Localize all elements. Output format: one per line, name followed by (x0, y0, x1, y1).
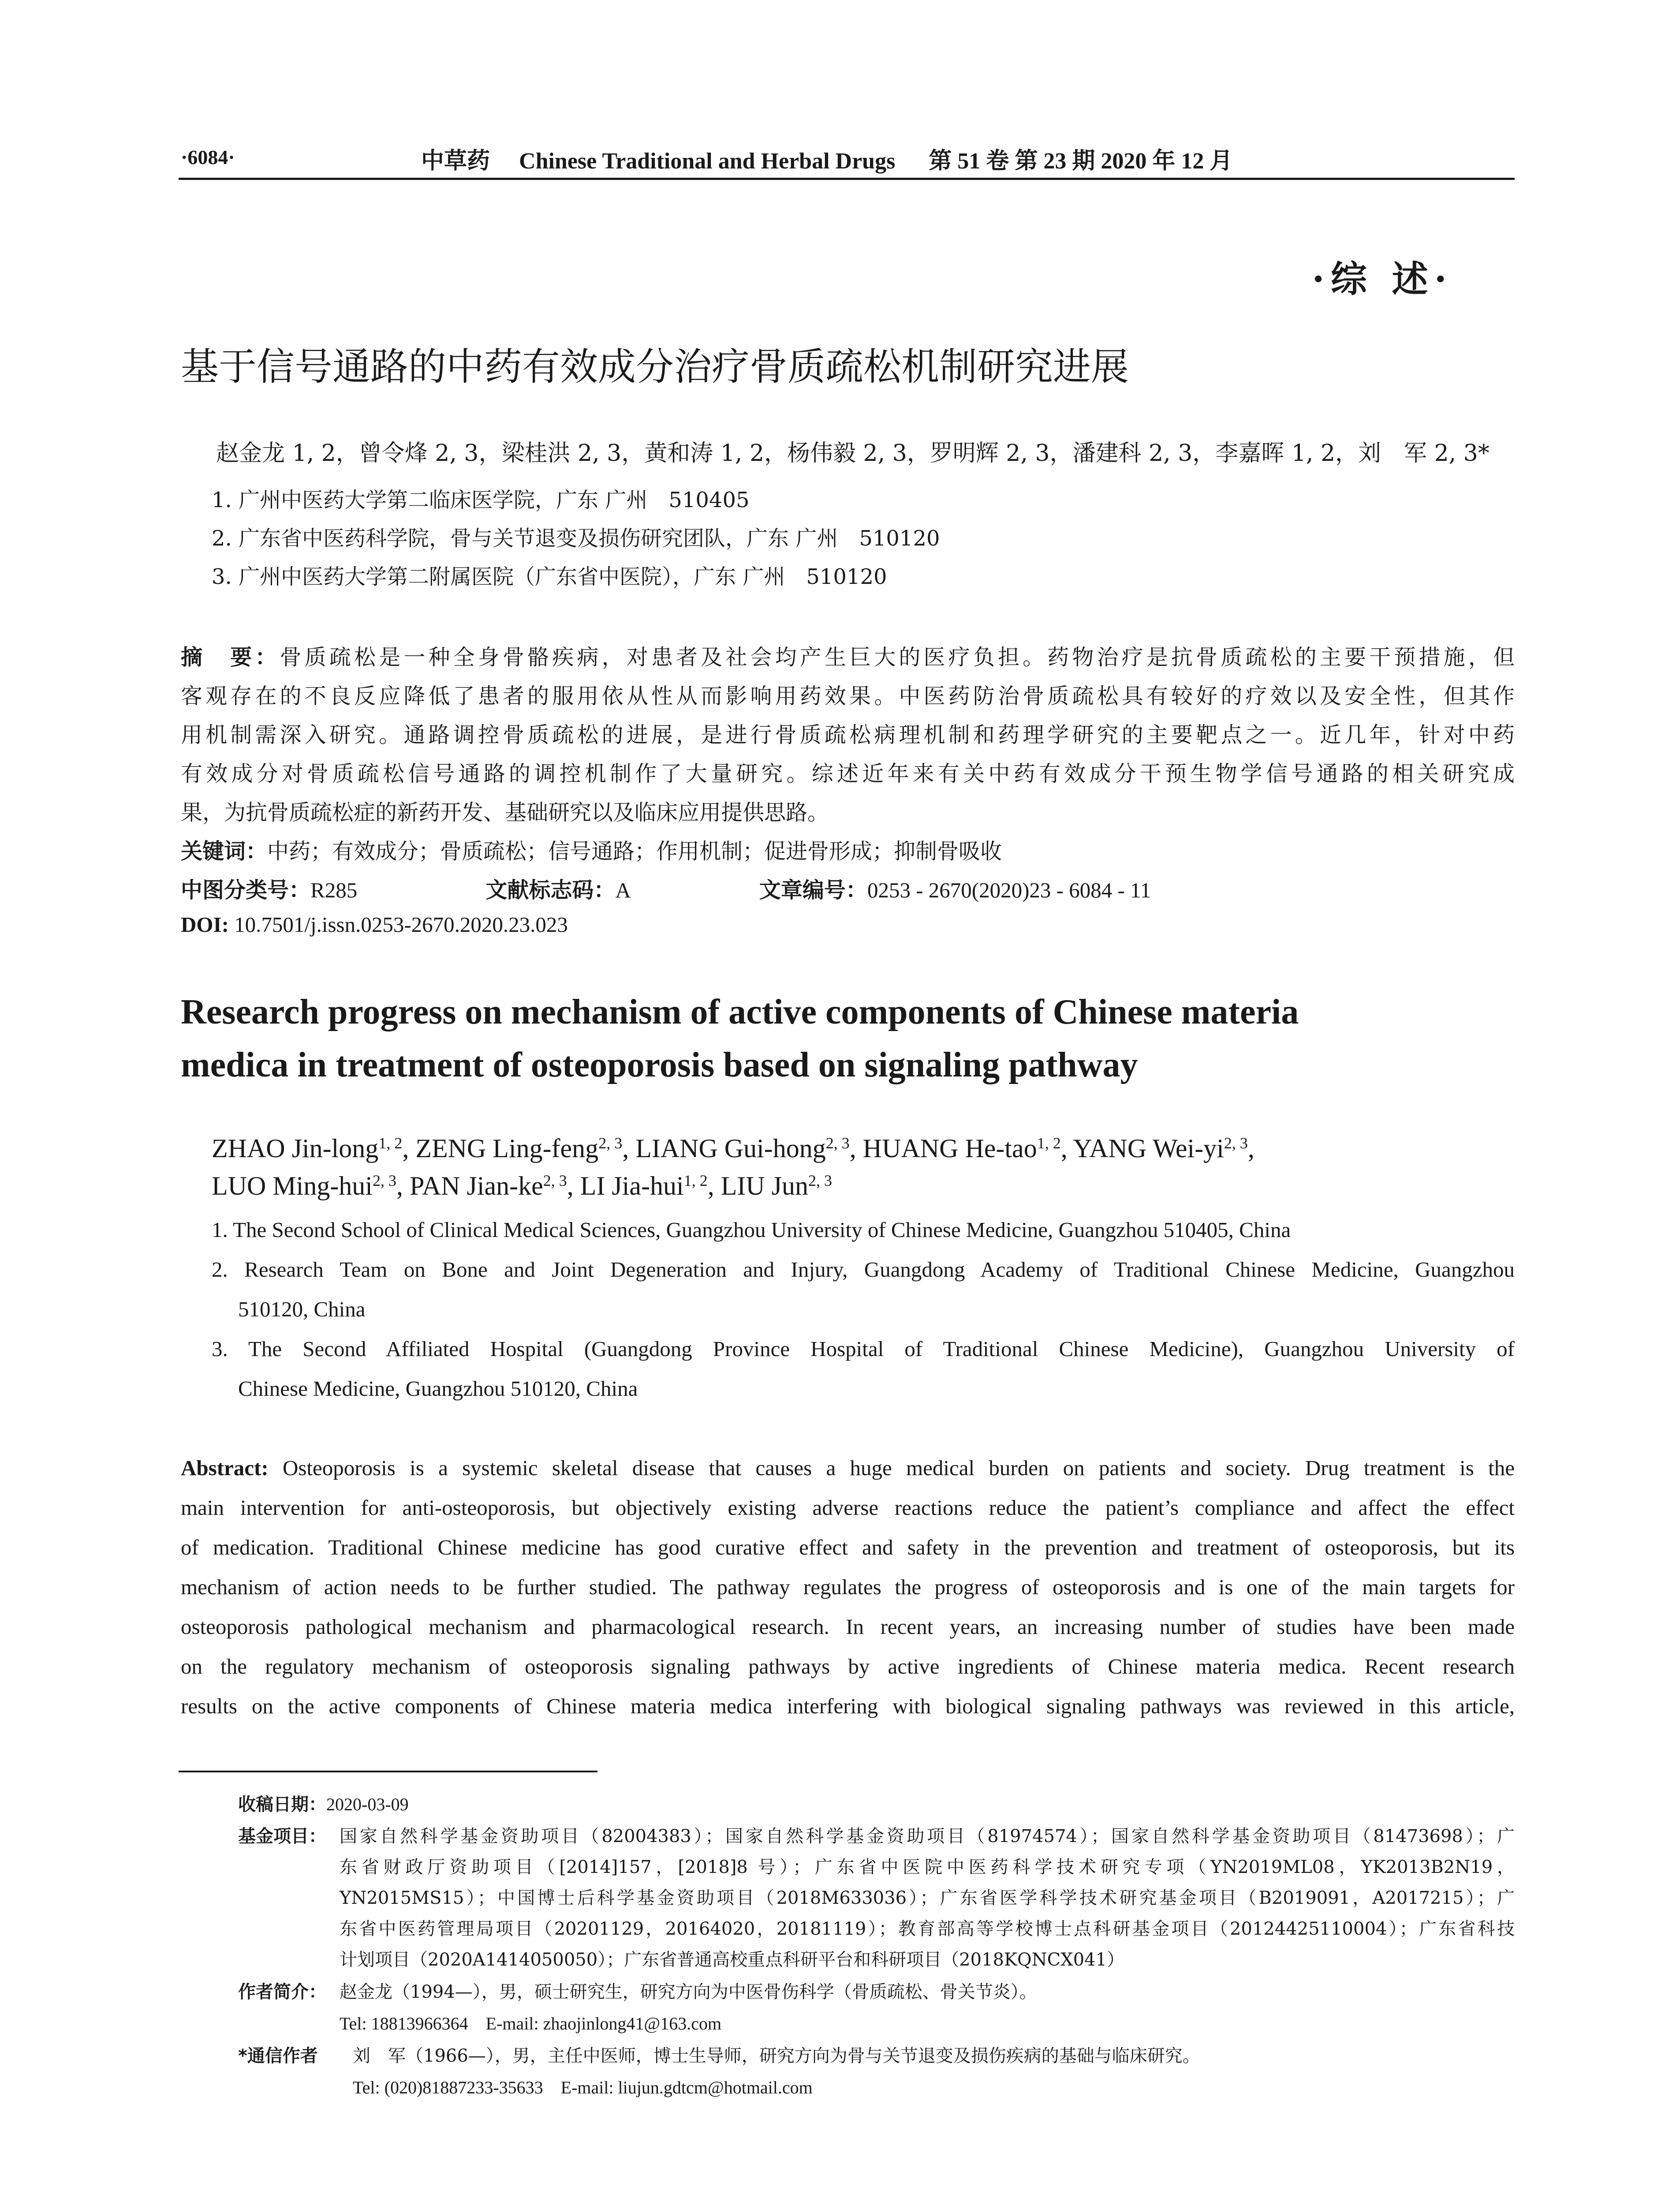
abstract-cn-label: 摘 要： (181, 645, 280, 670)
affiliation-cn-1: 1. 广州中医药大学第二临床医学院，广东 广州 510405 (212, 488, 750, 512)
doi-value: 10.7501/j.issn.0253-2670.2020.23.023 (234, 912, 568, 937)
abstract-en-line-3: of medication. Traditional Chinese medicine has good curative effect and safety in the prevention and treatment of osteoporosis, but its (181, 1535, 1515, 1559)
fund-line-3: YN2015MS15）；中国博士后科学基金资助项目（2018M633036）；广东省医学科学技术研究基金项目（B2019091，A2017215）；广 (340, 1888, 1515, 1908)
title-cn: 基于信号通路的中药有效成分治疗骨质疏松机制研究进展 (181, 345, 1129, 389)
affiliation-cn-3: 3. 广州中医药大学第二附属医院（广东省中医院），广东 广州 510120 (212, 564, 887, 589)
clc-label: 中图分类号： (181, 878, 311, 903)
affiliation-en-1: 1. The Second School of Clinical Medical Sciences, Guangzhou University of Chinese Medicine, Guangzhou 510405, China (212, 1218, 1291, 1242)
fund-line-1: 国家自然科学基金资助项目（82004383）；国家自然科学基金资助项目（81974574）；国家自然科学基金资助项目（81473698）；广 (340, 1826, 1515, 1846)
abstract-cn-line-1: 摘 要：骨质疏松是一种全身骨骼疾病，对患者及社会均产生巨大的医疗负担。药物治疗是抗骨质疏松的主要干预措施，但 (181, 645, 1515, 670)
title-en-line-1: Research progress on mechanism of active components of Chinese materia (181, 993, 1299, 1031)
journal-name-en: Chinese Traditional and Herbal Drugs (519, 149, 896, 174)
article-number-value: 0253 - 2670(2020)23 - 6084 - 11 (867, 878, 1151, 902)
abstract-en-line-1: Abstract: Osteoporosis is a systemic skeletal disease that causes a huge medical burden on patients and society. Drug treatment is the (181, 1456, 1515, 1480)
abstract-en-line-4: mechanism of action needs to be further studied. The pathway regulates the progress of osteoporosis and is one of the main targets for (181, 1575, 1515, 1599)
doc-code-label: 文献标志码： (485, 878, 616, 903)
author-en: ZENG Ling-feng$^{2, 3}$, (415, 1134, 636, 1163)
fund-line-4: 东省中医药管理局项目（20201129，20164020，20181119）；教育部高等学校博士点科研基金项目（20124425110004）；广东省科技 (340, 1919, 1515, 1939)
received-label: 收稿日期： (238, 1794, 326, 1815)
author-bio-line-1: 赵金龙（1994—），男，硕士研究生，研究方向为中医骨伤科学（骨质疏松、骨关节炎）。 (340, 1982, 1037, 2002)
received-date (238, 1790, 409, 1816)
abstract-cn-line-3: 用机制需深入研究。通路调控骨质疏松的进展，是进行骨质疏松病理机制和药理学研究的主要靶点之一。近几年，针对中药 (181, 722, 1515, 747)
author-en: LIU Jun$^{2, 3}$ (721, 1171, 833, 1200)
author-en: LUO Ming-hui$^{2, 3}$, (212, 1171, 410, 1200)
authors-cn-text: 赵金龙 1, 2，曾令烽 2, 3，梁桂洪 2, 3，黄和涛 1, 2，杨伟毅 2, 3，罗明辉 2, 3，潘建科 2, 3，李嘉晖 1, 2，刘 军 2, 3* (216, 440, 1490, 467)
abstract-en-label: Abstract: (181, 1456, 269, 1480)
affiliation-en-2: 2. Research Team on Bone and Joint Degeneration and Injury, Guangdong Academy of Traditional Chinese Medicine, Guangzhou (212, 1257, 1515, 1282)
classification-row (181, 873, 1515, 904)
page-number: ·6084· (181, 146, 235, 168)
journal-issue: 第 51 卷 第 23 期 2020 年 12 月 (929, 149, 1233, 174)
title-en-line-2: medica in treatment of osteoporosis based on signaling pathway (181, 1046, 1138, 1084)
author-en: LIANG Gui-hong$^{2, 3}$, (635, 1134, 863, 1163)
corresponding-line-2: Tel: (020)81887233-35633 E-mail: liujun.gdtcm@hotmail.com (353, 2078, 813, 2097)
fund-line-5: 计划项目（2020A1414050050）；广东省普通高校重点科研平台和科研项目（2018KQNCX041） (340, 1950, 1125, 1970)
header-rule (179, 178, 1515, 180)
received-value: 2020-03-09 (326, 1794, 409, 1814)
journal-name-cn: 中草药 (421, 149, 490, 174)
author-en: PAN Jian-ke$^{2, 3}$, (409, 1171, 580, 1200)
keywords-cn (181, 834, 1515, 865)
corresponding-label: *通信作者 (238, 2046, 318, 2066)
abstract-cn-line-2: 客观存在的不良反应降低了患者的服用依从性从而影响用药效果。中医药防治骨质疏松具有较好的疗效以及安全性，但其作 (181, 684, 1515, 709)
affiliation-cn-2: 2. 广东省中医药科学院，骨与关节退变及损伤研究团队，广东 广州 510120 (212, 526, 940, 551)
clc-value: R285 (310, 878, 358, 902)
author-en: ZHAO Jin-long$^{1, 2}$, (212, 1134, 416, 1163)
abstract-en-line-7: results on the active components of Chinese materia medica interfering with biological signaling pathways was reviewed in this article, (181, 1694, 1515, 1718)
keywords-cn-label: 关键词： (181, 839, 268, 864)
author-en: LI Jia-hui$^{1, 2}$, (580, 1171, 721, 1200)
author-en: YANG Wei-yi$^{2, 3}$, (1073, 1134, 1254, 1163)
section-label: ·综 述· (1312, 258, 1453, 300)
affiliation-en-3-cont: Chinese Medicine, Guangzhou 510120, China (238, 1376, 638, 1401)
abstract-cn-line-4: 有效成分对骨质疏松信号通路的调控机制作了大量研究。综述近年来有关中药有效成分干预生物学信号通路的相关研究成 (181, 761, 1515, 786)
keywords-cn-text: 中药；有效成分；骨质疏松；信号通路；作用机制；促进骨形成；抑制骨吸收 (267, 839, 1002, 864)
corresponding-line-1: 刘 军（1966—），男，主任中医师，博士生导师，研究方向为骨与关节退变及损伤疾病的基础与临床研究。 (353, 2046, 1200, 2066)
fund-line-2: 东省财政厅资助项目（[2014]157，[2018]8 号）；广东省中医院中医药科学技术研究专项（YN2019ML08，YK2013B2N19， (340, 1857, 1515, 1877)
article-number-label: 文章编号： (759, 878, 867, 903)
affiliation-en-3: 3. The Second Affiliated Hospital (Guangdong Province Hospital of Traditional Chinese Medicine), Guangzhou University of (212, 1337, 1515, 1361)
doi-label: DOI: (181, 912, 229, 937)
author-bio-line-2: Tel: 18813966364 E-mail: zhaojinlong41@163.com (340, 2014, 722, 2033)
authors-en-line-2 (212, 1171, 832, 1201)
authors-en-line-1 (212, 1133, 1254, 1164)
doc-code-value: A (615, 878, 631, 902)
abstract-cn-line-5: 果，为抗骨质疏松症的新药开发、基础研究以及临床应用提供思路。 (181, 800, 829, 825)
affiliation-en-2-cont: 510120, China (238, 1297, 366, 1321)
doi-row (181, 912, 1515, 937)
fund-label: 基金项目： (238, 1826, 326, 1846)
footnote-rule (179, 1771, 597, 1772)
author-en: HUANG He-tao$^{1, 2}$, (862, 1134, 1073, 1163)
author-bio-label: 作者简介： (238, 1982, 326, 2002)
authors-cn (216, 434, 1490, 467)
abstract-en-line-2: main intervention for anti-osteoporosis, but objectively existing adverse reactions reduce the patient’s compliance and affect the effect (181, 1495, 1515, 1520)
abstract-en-line-6: on the regulatory mechanism of osteoporosis signaling pathways by active ingredients of Chinese materia medica. Recent research (181, 1654, 1515, 1678)
abstract-en-line-5: osteoporosis pathological mechanism and pharmacological research. In recent years, an increasing number of studies have been made (181, 1615, 1515, 1639)
journal-header (421, 142, 1232, 175)
